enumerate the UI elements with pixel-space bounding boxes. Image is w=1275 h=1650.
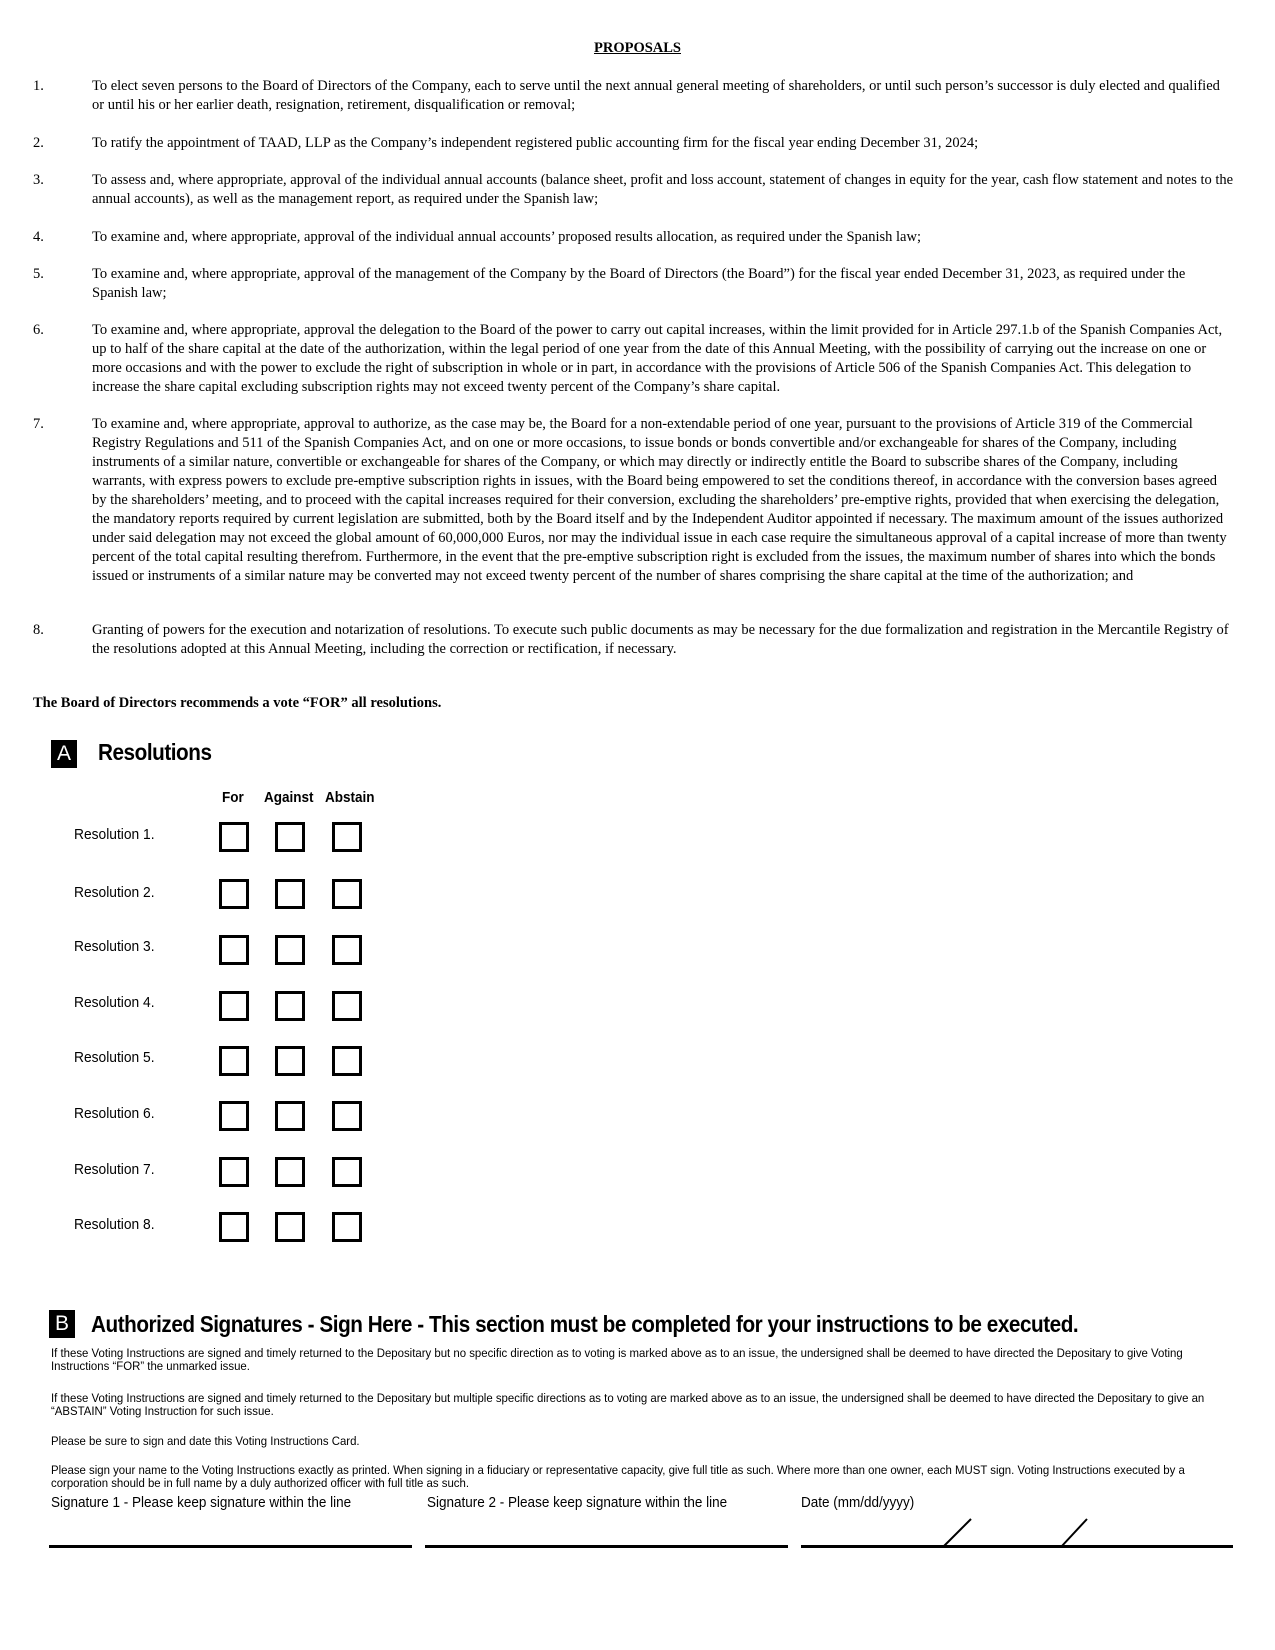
for-checkbox[interactable] — [219, 991, 249, 1021]
proposal-number: 7. — [33, 416, 44, 432]
proposal-number: 5. — [33, 266, 44, 282]
for-checkbox[interactable] — [219, 1046, 249, 1076]
signature-1-label: Signature 1 - Please keep signature within the line — [51, 1494, 352, 1511]
resolution-label: Resolution 5. — [74, 1049, 155, 1066]
proposal-text: To examine and, where appropriate, approval the delegation to the Board of the power to carry out capital increases, within the limit provided for in Article 297.1.b of the Spanish Companies Act, up to half of the share capital at the date of the authorization, within the legal period of one year from the date of this Annual Meeting, with the possibility of carrying out the increase on one or more occasions and with the power to exclude the right of subscription in whole or in part, in accordance with the provisions of Article 506 of the Spanish Companies Act. This delegation to increase the share capital excluding subscription rights may not exceed twenty percent of the Company’s share capital. — [92, 322, 1223, 395]
proposal-number: 3. — [33, 172, 44, 188]
date-slash-2 — [1061, 1519, 1087, 1547]
proposal-number: 1. — [33, 78, 44, 94]
instruction-paragraph: Please be sure to sign and date this Voting Instructions Card. — [51, 1434, 360, 1448]
against-checkbox[interactable] — [275, 935, 305, 965]
section-b-title: Authorized Signatures - Sign Here - This section must be completed for your instructions to be executed. — [91, 1311, 1079, 1337]
against-checkbox[interactable] — [275, 879, 305, 909]
section-a-title: Resolutions — [98, 739, 212, 765]
column-header-abstain: Abstain — [325, 789, 375, 806]
proposal-number: 8. — [33, 622, 44, 638]
abstain-checkbox[interactable] — [332, 1046, 362, 1076]
proposal-text: To examine and, where appropriate, approval of the individual annual accounts’ proposed results allocation, as required under the Spanish law; — [92, 229, 921, 245]
section-a-letter: A — [51, 740, 77, 768]
resolution-label: Resolution 7. — [74, 1161, 155, 1178]
abstain-checkbox[interactable] — [332, 879, 362, 909]
proposal-text: To examine and, where appropriate, approval to authorize, as the case may be, the Board for a non-extendable period of one year, pursuant to the provisions of Article 319 of the Commercial Registry Regulations and 511 of the Spanish Companies Act, and on one or more occasions, to issue bonds or bonds convertible and/or exchangeable for shares of the Company, including instruments of a similar nature, convertible or exchangeable for shares of the Company, or which may directly or indirectly entitle the Board to subscribe shares of the Company, including warrants, with express powers to exclude pre-emptive subscription rights in issues, with the Board being empowered to set the conditions thereof, in accordance with the conversion bases agreed by the shareholders’ meeting, and to proceed with the capital increases required for their conversion, excluding the shareholders’ pre-emptive rights, provided that when exercising the delegation, the mandatory reports required by current legislation are submitted, both by the Board itself and by the Independent Auditor appointed if necessary. The maximum amount of the issues authorized under said delegation may not exceed the global amount of 60,000,000 Euros, nor may the individual issue in each case require the simultaneous approval of a capital increase of more than twenty percent of the total capital resulting therefrom. Furthermore, in the event that the pre-emptive subscription right is excluded from the issues, the maximum number of shares into which the bonds issued or instruments of a similar nature may be converted may not exceed twenty percent of the number of shares comprising the share capital at the time of the authorization; and — [92, 416, 1227, 584]
for-checkbox[interactable] — [219, 935, 249, 965]
instruction-paragraph: Please sign your name to the Voting Instructions exactly as printed. When signing in a fiduciary or representative capacity, give full title as such. Where more than one owner, each MUST sign. Voting Instructions executed by a corporation should be in full name by a duly authorized officer with full title as such. — [51, 1463, 1185, 1490]
resolution-label: Resolution 6. — [74, 1105, 155, 1122]
abstain-checkbox[interactable] — [332, 822, 362, 852]
proposal-text: To ratify the appointment of TAAD, LLP as the Company’s independent registered public accounting firm for the fiscal year ending December 31, 2024; — [92, 135, 979, 151]
against-checkbox[interactable] — [275, 1157, 305, 1187]
date-label: Date (mm/dd/yyyy) — [801, 1494, 915, 1511]
proposal-text: Granting of powers for the execution and notarization of resolutions. To execute such public documents as may be necessary for the due formalization and registration in the Mercantile Registry of the resolutions adopted at this Annual Meeting, including the correction or rectification, if necessary. — [92, 622, 1229, 657]
signature-2-line[interactable] — [425, 1545, 788, 1548]
proposal-number: 4. — [33, 229, 44, 245]
against-checkbox[interactable] — [275, 1101, 305, 1131]
proposal-text: To examine and, where appropriate, approval of the management of the Company by the Board of Directors (the Board”) for the fiscal year ended December 31, 2023, as required under the Spanish law; — [92, 266, 1186, 301]
resolution-label: Resolution 8. — [74, 1216, 155, 1233]
for-checkbox[interactable] — [219, 1212, 249, 1242]
signature-2-label: Signature 2 - Please keep signature within the line — [427, 1494, 728, 1511]
date-slash-1 — [943, 1519, 971, 1547]
proposal-number: 6. — [33, 322, 44, 338]
for-checkbox[interactable] — [219, 1157, 249, 1187]
abstain-checkbox[interactable] — [332, 1212, 362, 1242]
instruction-paragraph: If these Voting Instructions are signed and timely returned to the Depositary but no specific direction as to voting is marked above as to an issue, the undersigned shall be deemed to have directed the Depositary to give Voting Instructions “FOR” the unmarked issue. — [51, 1346, 1183, 1373]
against-checkbox[interactable] — [275, 1212, 305, 1242]
section-b-letter: B — [49, 1310, 75, 1338]
proposal-text: To elect seven persons to the Board of Directors of the Company, each to serve until the next annual general meeting of shareholders, or until such person’s successor is duly elected and qualified or until his or her earlier death, resignation, retirement, disqualification or removal; — [92, 78, 1220, 113]
against-checkbox[interactable] — [275, 991, 305, 1021]
abstain-checkbox[interactable] — [332, 991, 362, 1021]
for-checkbox[interactable] — [219, 879, 249, 909]
column-header-against: Against — [264, 789, 314, 806]
for-checkbox[interactable] — [219, 822, 249, 852]
resolution-label: Resolution 1. — [74, 826, 155, 843]
board-recommendation: The Board of Directors recommends a vote “FOR” all resolutions. — [33, 695, 442, 711]
proposal-number: 2. — [33, 135, 44, 151]
resolution-label: Resolution 4. — [74, 994, 155, 1011]
column-header-for: For — [222, 789, 244, 806]
resolution-label: Resolution 3. — [74, 938, 155, 955]
against-checkbox[interactable] — [275, 1046, 305, 1076]
proposal-text: To assess and, where appropriate, approval of the individual annual accounts (balance sheet, profit and loss account, statement of changes in equity for the year, cash flow statement and notes to the annual accounts), as well as the management report, as required under the Spanish law; — [92, 172, 1234, 207]
abstain-checkbox[interactable] — [332, 935, 362, 965]
against-checkbox[interactable] — [275, 822, 305, 852]
proposals-title: PROPOSALS — [593, 40, 681, 56]
instruction-paragraph: If these Voting Instructions are signed and timely returned to the Depositary but multiple specific directions as to voting are marked above as to an issue, the undersigned shall be deemed to have directed the Depositary to give an “ABSTAIN” Voting Instruction for such issue. — [51, 1391, 1205, 1418]
abstain-checkbox[interactable] — [332, 1157, 362, 1187]
signature-1-line[interactable] — [49, 1545, 412, 1548]
abstain-checkbox[interactable] — [332, 1101, 362, 1131]
date-separator-slashes — [940, 1518, 1090, 1548]
resolution-label: Resolution 2. — [74, 884, 155, 901]
for-checkbox[interactable] — [219, 1101, 249, 1131]
